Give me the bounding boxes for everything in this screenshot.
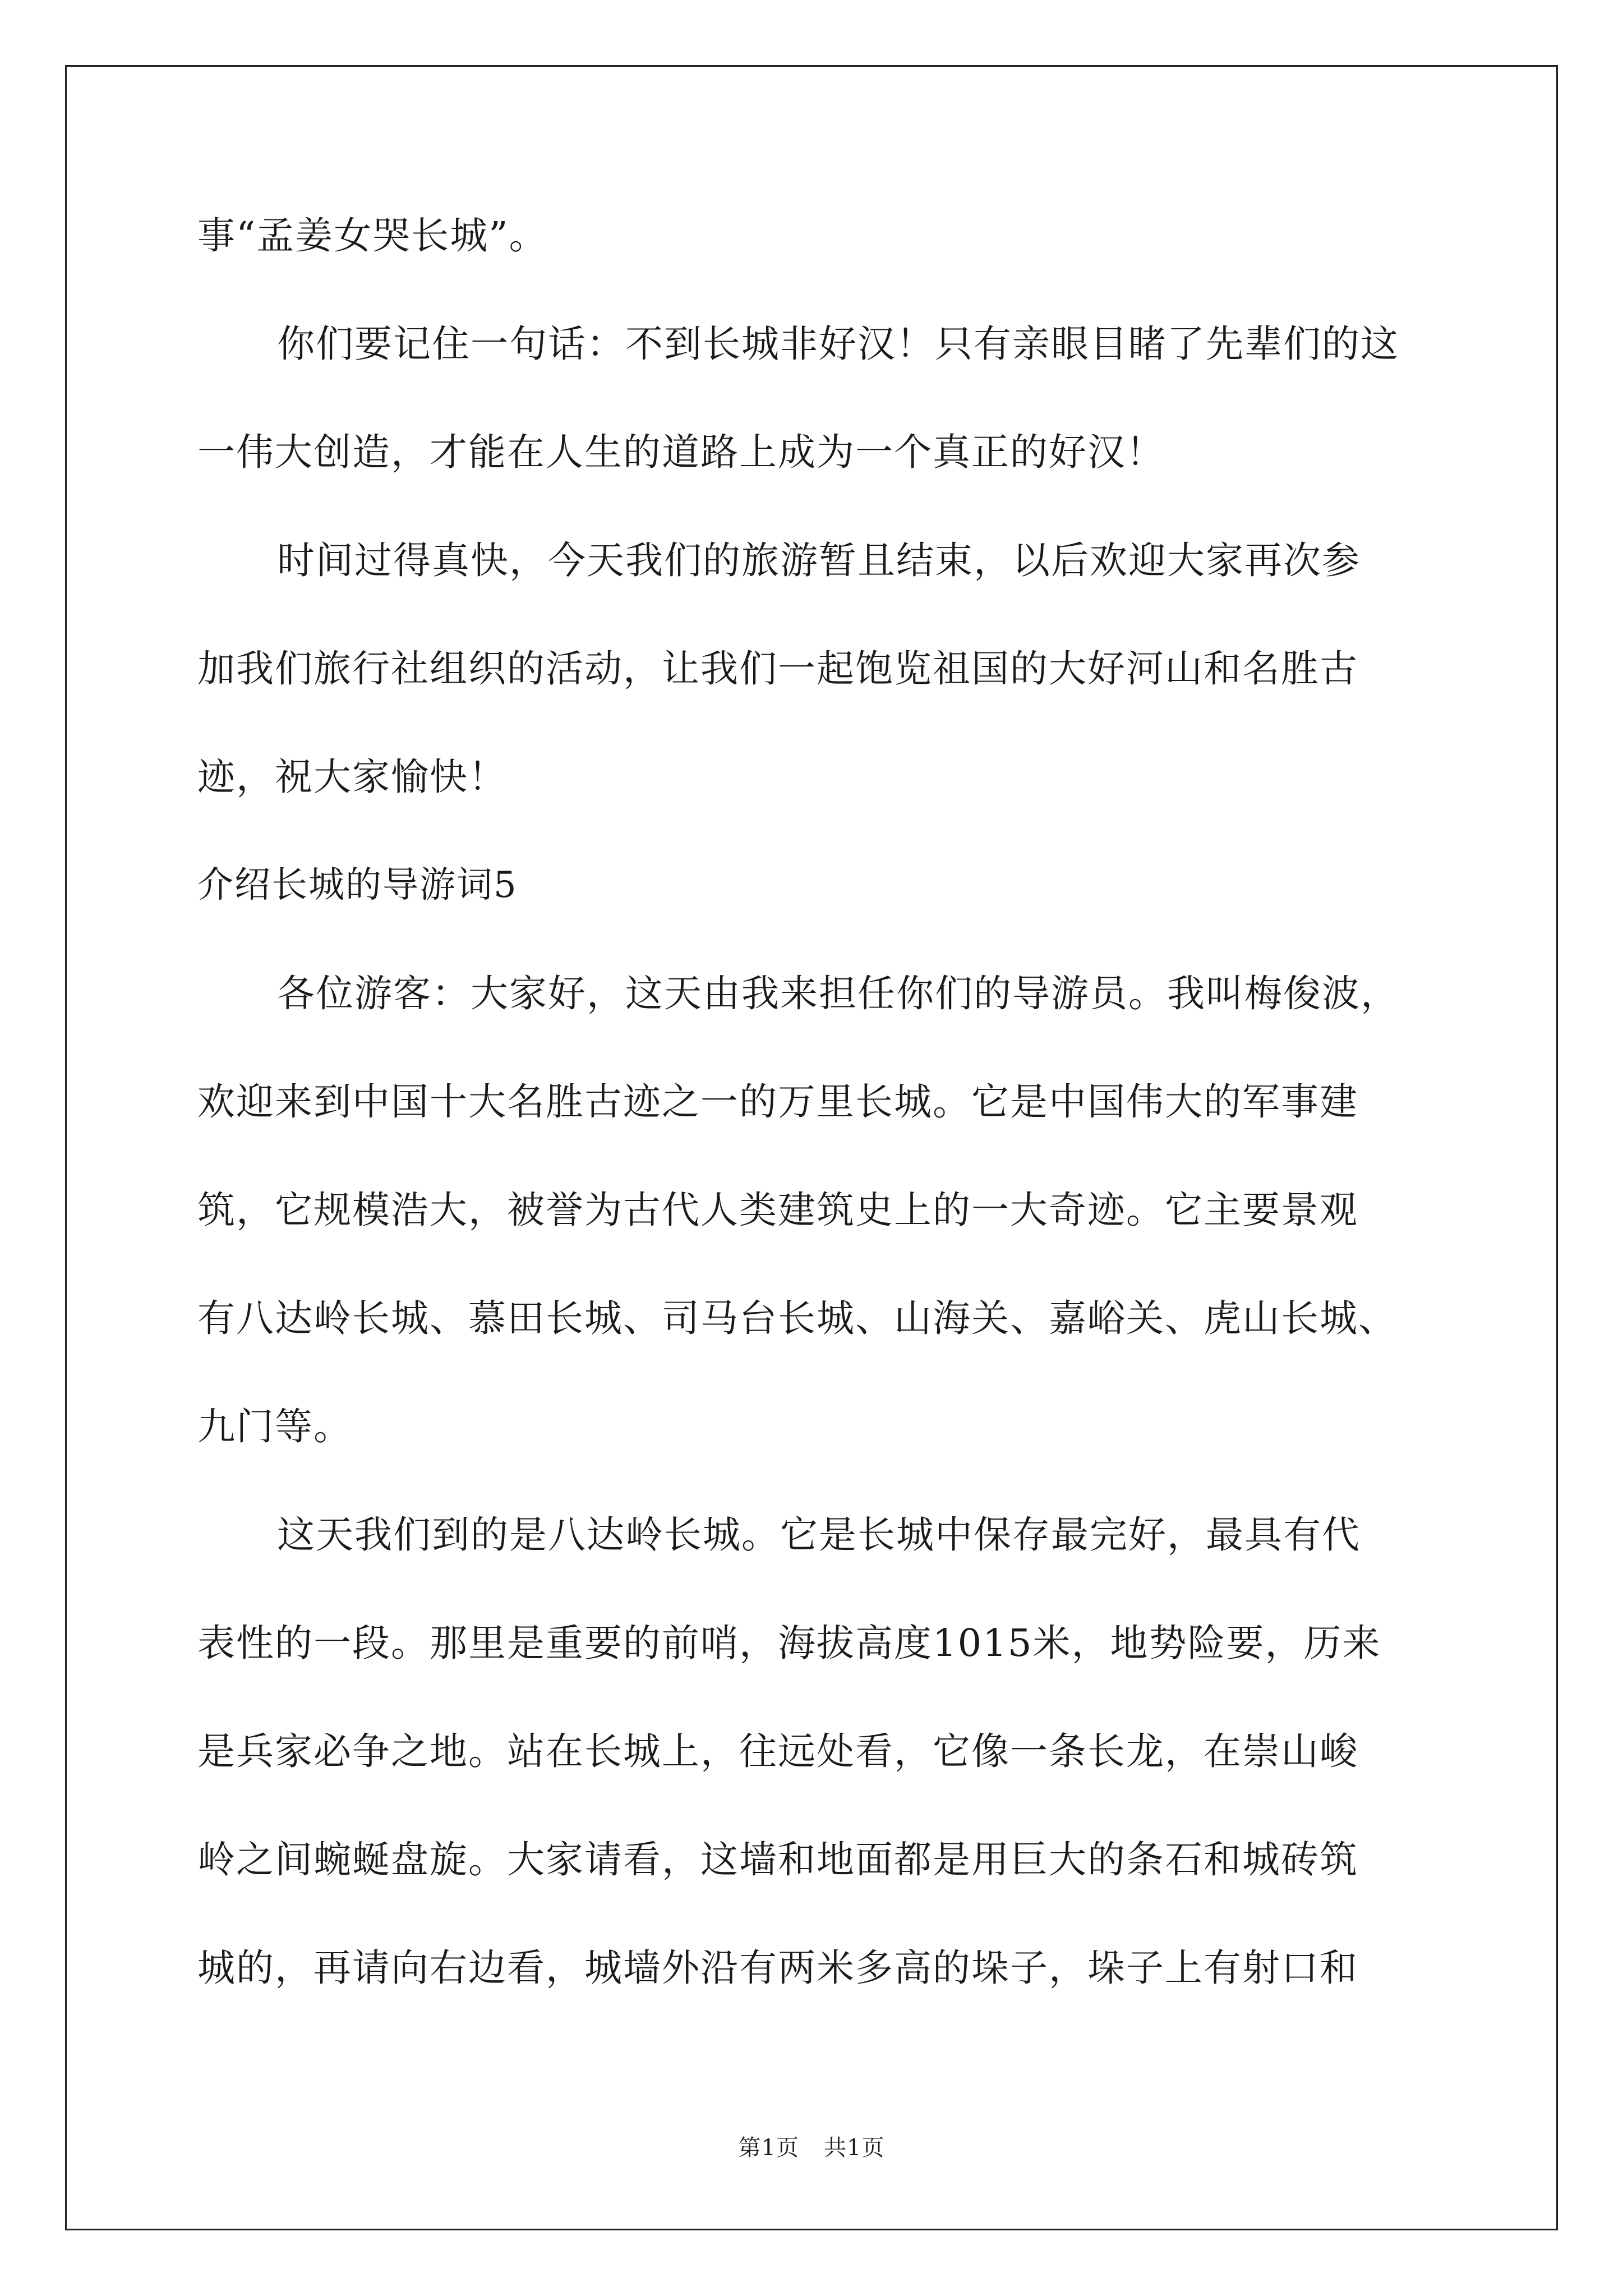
text-line-14: 表性的一段。那里是重要的前哨，海拔高度1015米，地势险要，历来 xyxy=(197,1621,1381,1665)
text-line-5: 加我们旅行社组织的活动，让我们一起饱览祖国的大好河山和名胜古 xyxy=(197,647,1358,691)
text-line-9: 欢迎来到中国十大名胜古迹之一的万里长城。它是中国伟大的军事建 xyxy=(197,1080,1358,1124)
text-line-11: 有八达岭长城、慕田长城、司马台长城、山海关、嘉峪关、虎山长城、 xyxy=(197,1296,1397,1340)
section-heading: 介绍长城的导游词5 xyxy=(197,864,518,906)
text-line-13: 这天我们到的是八达岭长城。它是长城中保存最完好，最具有代 xyxy=(277,1513,1361,1557)
text-line-10: 筑，它规模浩大，被誉为古代人类建筑史上的一大奇迹。它主要景观 xyxy=(197,1188,1358,1232)
text-line-12: 九门等。 xyxy=(197,1405,352,1448)
text-line-16: 岭之间蜿蜒盘旋。大家请看，这墙和地面都是用巨大的条石和城砖筑 xyxy=(197,1838,1358,1881)
text-line-15: 是兵家必争之地。站在长城上，往远处看，它像一条长龙，在崇山峻 xyxy=(197,1729,1358,1773)
text-line-1: 事“孟姜女哭长城”。 xyxy=(197,214,548,257)
text-line-4: 时间过得真快，今天我们的旅游暂且结束，以后欢迎大家再次参 xyxy=(277,539,1361,582)
text-line-8: 各位游客：大家好，这天由我来担任你们的导游员。我叫梅俊波， xyxy=(277,972,1399,1015)
page-footer xyxy=(0,2134,1623,2162)
page-number-total: 共1页 xyxy=(824,2135,885,2161)
text-line-3: 一伟大创造，才能在人生的道路上成为一个真正的好汉！ xyxy=(197,430,1165,474)
text-line-17: 城的，再请向右边看，城墙外沿有两米多高的垛子，垛子上有射口和 xyxy=(197,1946,1358,1990)
page-number-current: 第1页 xyxy=(738,2135,799,2161)
text-line-6: 迹，祝大家愉快！ xyxy=(197,755,507,799)
text-line-2: 你们要记住一句话：不到长城非好汉！只有亲眼目睹了先辈们的这 xyxy=(277,322,1399,366)
document-body xyxy=(197,208,1465,2048)
